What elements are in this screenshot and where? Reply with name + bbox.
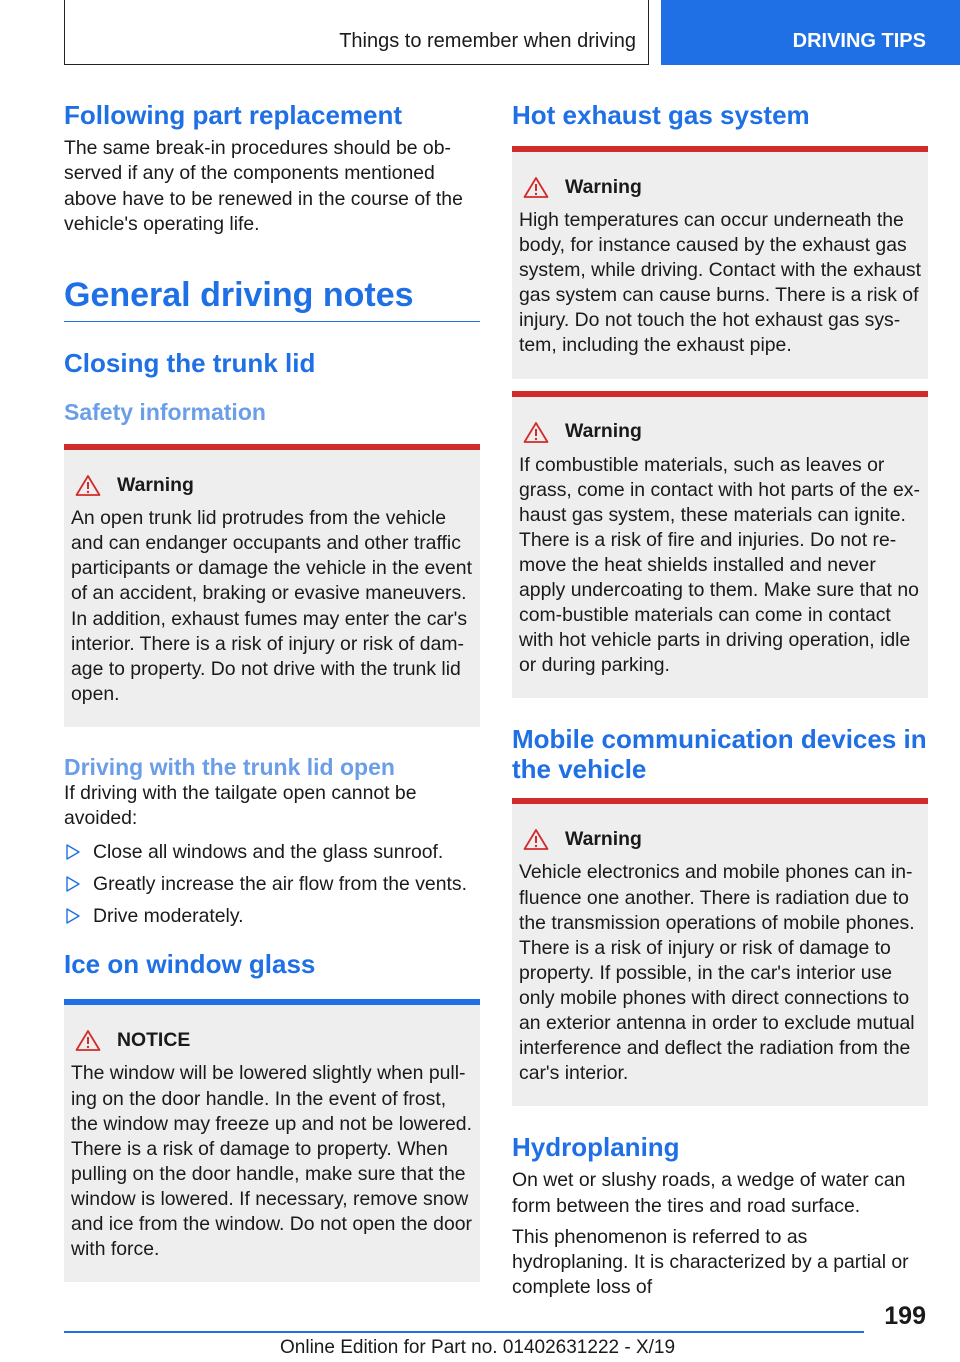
warning-box-mobile-phones	[512, 798, 928, 1106]
warning-box-trunk-lid	[64, 444, 480, 727]
warning-triangle-icon	[523, 828, 549, 850]
warning-text: If combustible materials, such as leaves or grass, come in contact with hot parts of the ex-haust gas system, these materials can ignite. There is a risk of fire and injuries. Do not re-move the heat shields installed and never apply undercoating to them. Make sure that no com-bustible materials can come in contact with hot vehicle parts in driving operation, idle or during parking.	[519, 453, 920, 677]
list-item: Greatly increase the air flow from the vents.	[64, 872, 480, 897]
heading-mobile-devices: Mobile communication devices in the vehicle	[512, 724, 927, 785]
paragraph-hydroplaning-2: This phenomenon is referred to as hydroplaning. It is characterized by a partial or complete loss of	[512, 1225, 909, 1299]
running-header-chapter: DRIVING TIPS	[792, 30, 926, 52]
list-item: Close all windows and the glass sunroof.	[64, 840, 480, 865]
warning-label: Warning	[117, 473, 194, 496]
subheading-safety-information: Safety information	[64, 399, 266, 426]
heading-following-part-replacement: Following part replacement	[64, 100, 403, 130]
left-column	[64, 100, 480, 1282]
right-column	[512, 100, 928, 1301]
heading-ice-on-window: Ice on window glass	[64, 949, 316, 980]
bullet-triangle-icon	[66, 908, 80, 924]
warning-label: Warning	[565, 175, 642, 198]
running-header-section: Things to remember when driving	[339, 30, 636, 52]
bullet-list	[64, 840, 480, 930]
running-header-chapter-tab	[661, 0, 960, 65]
subheading-driving-trunk-open: Driving with the trunk lid open	[64, 753, 395, 780]
warning-triangle-icon	[523, 176, 549, 198]
notice-text: The window will be lowered slightly when pull-ing on the door handle. In the event of frost, the window may freeze up and not be lowered. There is a risk of damage to property. When pulling on the door handle, make sure that the window is lowered. If necessary, remove snow and ice from the window. Do not open the door with force.	[71, 1062, 472, 1261]
paragraph-hydroplaning-1: On wet or slushy roads, a wedge of water can form between the tires and road surface.	[512, 1169, 906, 1217]
warning-box-exhaust-temperature	[512, 146, 928, 379]
warning-box-combustible	[512, 391, 928, 699]
heading-closing-trunk-lid: Closing the trunk lid	[64, 348, 316, 379]
warning-triangle-icon	[75, 474, 101, 496]
paragraph-tailgate-open: If driving with the tailgate open cannot be avoided:	[64, 781, 417, 830]
warning-text: High temperatures can occur underneath the body, for instance caused by the exhaust gas system, while driving. Contact with the exhaust gas system can cause burns. There is a risk of injury. Do not touch the hot exhaust gas sys-tem, including the exhaust pipe.	[519, 209, 921, 357]
page-number: 199	[884, 1302, 926, 1330]
warning-text: Vehicle electronics and mobile phones can in-fluence one another. There is radiation due to the transmission operations of mobile phones. There is a risk of injury or risk of damage to property. If possible, in the car's interior use only mobile phones with direct connections to an exterior antenna in order to exclude mutual interference and deflect the radiation from the car's interior.	[519, 861, 915, 1085]
footer-edition: Online Edition for Part no. 01402631222 - X/19	[280, 1337, 676, 1358]
bullet-triangle-icon	[66, 844, 80, 860]
warning-label: Warning	[565, 827, 642, 850]
warning-triangle-icon	[523, 421, 549, 443]
running-header-section-box	[64, 0, 649, 65]
warning-label: Warning	[565, 420, 642, 443]
footer-rule	[64, 1331, 864, 1333]
heading-hydroplaning: Hydroplaning	[512, 1132, 680, 1163]
heading-hot-exhaust: Hot exhaust gas system	[512, 100, 810, 130]
paragraph-break-in: The same break-in procedures should be ob-served if any of the components mentioned above have to be renewed in the course of the vehicle's operating life.	[64, 137, 463, 235]
warning-triangle-icon	[75, 1029, 101, 1051]
bullet-triangle-icon	[66, 876, 80, 892]
notice-label: NOTICE	[117, 1028, 191, 1051]
list-item: Drive moderately.	[64, 904, 480, 929]
notice-box-window	[64, 999, 480, 1282]
chapter-title: General driving notes	[64, 275, 480, 322]
warning-text: An open trunk lid protrudes from the vehicle and can endanger occupants and other traffic participants or damage the vehicle in the event of an accident, braking or evasive maneuvers. In addition, exhaust fumes may enter the car's interior. There is a risk of injury or risk of dam-age to property. Do not drive with the trunk lid open.	[71, 507, 472, 705]
